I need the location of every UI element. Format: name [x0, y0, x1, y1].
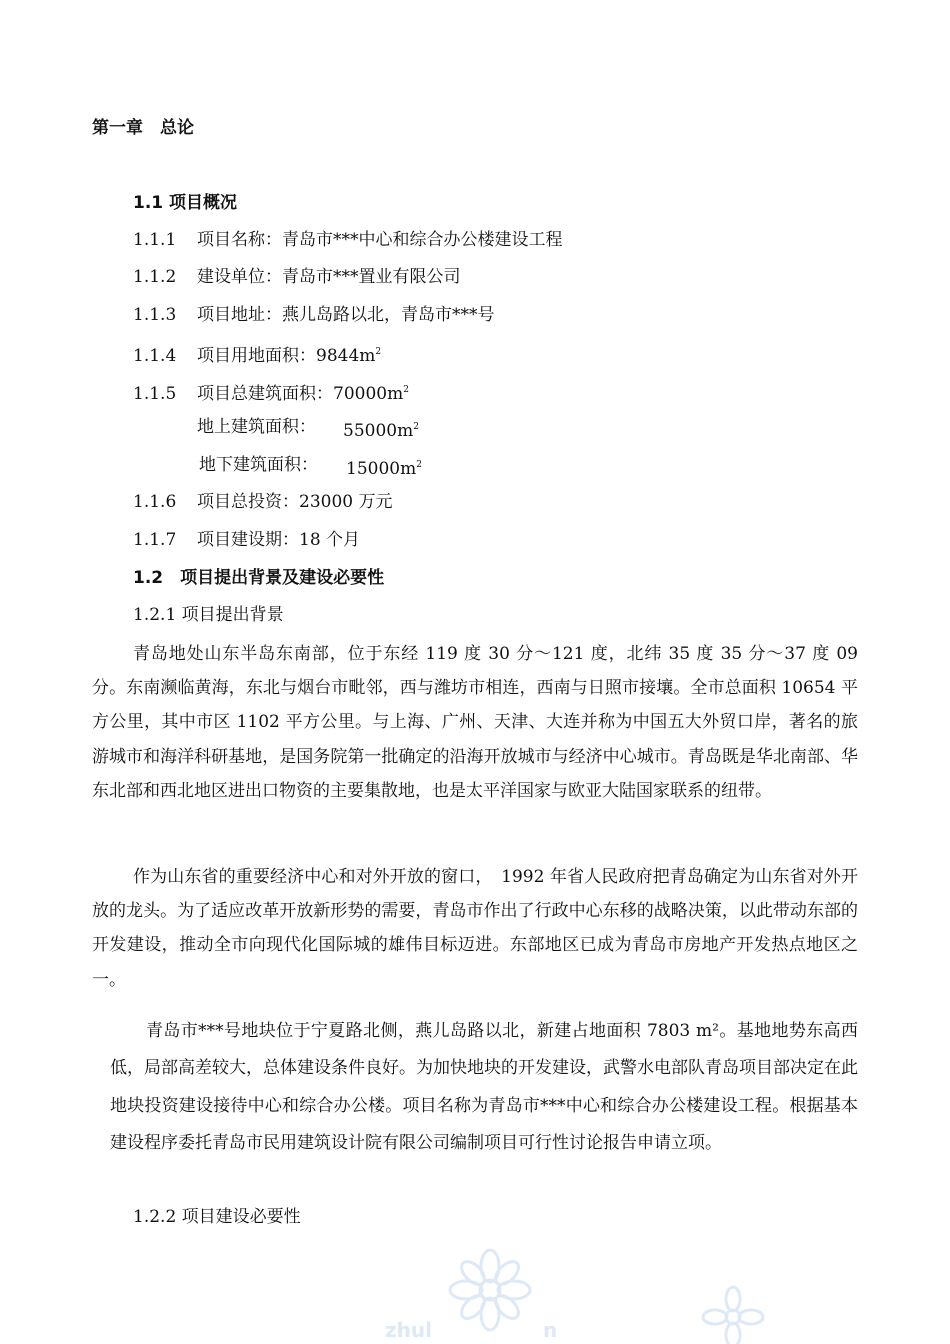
item-1-1-2: [133, 266, 461, 288]
item-text: 项目名称：青岛市***中心和综合办公楼建设工程: [197, 230, 563, 250]
item-number: 1.1.4: [133, 346, 177, 366]
watermark-text: zhul: [385, 1318, 432, 1342]
item-number: 1.1.1: [133, 230, 177, 250]
above-ground-value: $55000m^2$: [343, 421, 419, 441]
paragraph-1: 青岛地处山东半岛东南部，位于东经 119 度 30 分～121 度，北纬 35 度 35 分～37 度 09 分。东南濒临黄海，东北与烟台市毗邻，西与潍坊市相连，西南与日照市接壤。全市总面积 10654 平方公里，其中市区 1102 平方公里。与上海、广州、天津、大连并称为中国五大外贸口岸，著名的旅游城市和海洋科研基地，是国务院第一批确定的沿海开放城市与经济中心城市。青岛既是华北南部、华东北部和西北地区进出口物资的主要集散地，也是太平洋国家与欧亚大陆国家联系的纽带。: [92, 644, 858, 801]
chapter-title: 第一章 总论: [92, 118, 194, 138]
item-text: 项目建设期：18 个月: [197, 530, 361, 550]
item-1-1-4: [133, 341, 381, 367]
item-1-1-1: [133, 229, 563, 251]
item-text: 项目总投资：23000 万元: [197, 492, 393, 512]
item-number: 1.1.7: [133, 530, 177, 550]
subsection-heading-1-2-2: 1.2.2 项目建设必要性: [133, 1207, 301, 1227]
superscript: 2: [416, 460, 422, 470]
watermark-flower-icon-small: [698, 1282, 768, 1344]
item-1-1-7: [133, 529, 360, 551]
subsection-heading-1-2-1: 1.2.1 项目提出背景: [133, 605, 284, 625]
below-ground-area: [199, 454, 318, 476]
item-number: 1.1.5: [133, 384, 177, 404]
item-text: 项目总建筑面积：70000m: [197, 384, 404, 404]
above-ground-label: 地上建筑面积：: [197, 417, 316, 437]
watermark-flower-icon: [440, 1240, 540, 1340]
paragraph-3: 青岛市***号地块位于宁夏路北侧，燕儿岛路以北，新建占地面积 7803 m²。基地地势东高西低，局部高差较大，总体建设条件良好。为加快地块的开发建设，武警水电部队青岛项目部决定在此地块投资建设接待中心和综合办公楼。项目名称为青岛市***中心和综合办公楼建设工程。根据基本建设程序委托青岛市民用建筑设计院有限公司编制项目可行性讨论报告申请立项。: [110, 1021, 858, 1154]
superscript: 2: [375, 347, 382, 357]
item-text: 项目用地面积：9844m: [197, 346, 376, 366]
section-heading-1-2: 1.2 项目提出背景及建设必要性: [133, 568, 385, 588]
superscript: 2: [413, 422, 419, 432]
item-1-1-5: [133, 379, 409, 405]
watermark-text-suffix: n: [543, 1318, 558, 1342]
item-1-1-3: [133, 304, 495, 326]
section-heading-1-1: 1.1 项目概况: [133, 193, 238, 213]
paragraph-2: 作为山东省的重要经济中心和对外开放的窗口， 1992 年省人民政府把青岛确定为山东省对外开放的龙头。为了适应改革开放新形势的需要，青岛市作出了行政中心东移的战略决策，以此带动东部的开发建设，推动全市向现代化国际城的雄伟目标迈进。东部地区已成为青岛市房地产开发热点地区之一。: [92, 867, 858, 990]
item-number: 1.1.3: [133, 305, 177, 325]
item-number: 1.1.2: [133, 267, 177, 287]
item-text: 项目地址：燕儿岛路以北，青岛市***号: [197, 305, 495, 325]
above-ground-area: [197, 416, 316, 438]
item-1-1-6: [133, 491, 392, 513]
below-ground-label: 地下建筑面积：: [199, 455, 318, 475]
item-text: 建设单位：青岛市***置业有限公司: [197, 267, 461, 287]
superscript: 2: [403, 385, 409, 395]
below-ground-value: $15000m^2$: [346, 459, 422, 479]
item-number: 1.1.6: [133, 492, 177, 512]
